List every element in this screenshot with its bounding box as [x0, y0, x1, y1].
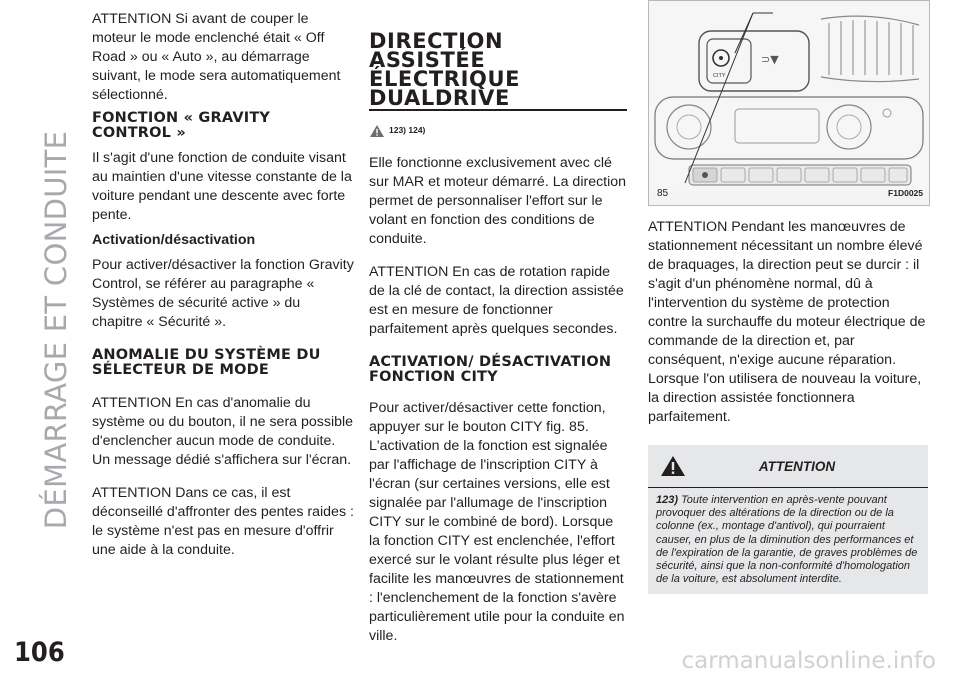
warning-text: Toute intervention en après-vente pouvant provoquer des altérations de la direction ou de la colonne (ex., montage d'antivol), qui pourraient causer, en plus de la diminution des performances et de l'expiration de la garantie, de graves problèmes de sécurité, ainsi que la non-conformité d'homologation de la voiture, est absolument interdite. — [656, 494, 918, 586]
column-left — [92, 10, 354, 566]
heading-direction-line: ASSISTÉE — [369, 48, 486, 72]
paragraph: Pour activer/désactiver cette fonction, appuyer sur le bouton CITY fig. 85. L'activation de la fonction est signalée par l'affichage de l'inscription CITY à l'écran (sur certaines versions, elle est signalée par l'allumage de l'inscription CITY sur le combiné de bord). Lorsque la fonction CITY est enclenchée, l'effort exercé sur le volant résulte plus léger et facilite les manœuvres de stationnement : l'enclenchement de la fonction s'avère particulièrement utile pour la conduite en ville. — [369, 400, 625, 644]
warning-triangle-icon — [660, 455, 686, 477]
dashboard-illustration — [649, 1, 929, 191]
figure-number: 85 — [657, 188, 669, 199]
warning-reference: 123) — [656, 494, 679, 506]
paragraph: Elle fonctionne exclusivement avec clé sur MAR et moteur démarré. La direction permet de personnaliser l'effort sur le volant en fonction des conditions de conduite. — [369, 155, 627, 247]
page-number: 106 — [14, 637, 65, 668]
heading-direction-line: DIRECTION — [369, 29, 504, 53]
svg-text:⊃▼: ⊃▼ — [761, 53, 779, 66]
references-text: 123) 124) — [389, 125, 426, 135]
figure-code: F1D0025 — [888, 188, 923, 198]
heading-gravity-control: FONCTION « GRAVITY CONTROL » — [92, 110, 271, 141]
heading-direction-block — [369, 29, 627, 111]
heading-direction-line: DUALDRIVE — [369, 86, 510, 110]
chapter-side-title: DÉMARRAGE ET CONDUITE — [39, 130, 73, 530]
heading-city: ACTIVATION/ DÉSACTIVATION FONCTION CITY — [369, 354, 612, 385]
heading-activation: Activation/désactivation — [92, 232, 256, 248]
paragraph: ATTENTION Si avant de couper le moteur le mode enclenché était « Off Road » ou « Auto », au démarrage suivant, le mode sera automatiquement sélectionné. — [92, 11, 341, 103]
heading-anomalie: ANOMALIE DU SYSTÈME DU SÉLECTEUR DE MODE — [92, 347, 321, 378]
paragraph: Pour activer/désactiver la fonction Gravity Control, se référer au paragraphe « Systèmes de sécurité active » du chapitre « Sécurité ». — [92, 257, 354, 330]
warning-box — [648, 445, 928, 594]
warning-body — [648, 487, 928, 594]
paragraph: ATTENTION Pendant les manœuvres de stationnement nécessitant un nombre élevé de braquages, la direction peut se durcir : il s'agit d'un phénomène normal, dû à l'intervention du système de protection contre la surchauffe du moteur électrique de commande de la direction et, par conséquent, n'exige aucune réparation. Lorsque l'on utilisera de nouveau la voiture, la direction assistée fonctionnera parfaitement. — [648, 219, 926, 425]
warning-triangle-icon — [369, 124, 385, 138]
watermark: carmanualsonline.info — [681, 648, 936, 674]
heading-direction-line: ÉLECTRIQUE — [369, 67, 521, 91]
paragraph: ATTENTION Dans ce cas, il est déconseillé d'affronter des pentes raides : le système n'est pas en mesure d'offrir une aide à la conduite. — [92, 485, 354, 558]
city-button-label: CITY — [713, 73, 726, 79]
note-references — [369, 121, 627, 140]
paragraph: Il s'agit d'une fonction de conduite visant au maintien d'une vitesse constante de la voiture pendant une descente avec forte pente. — [92, 150, 352, 223]
paragraph: ATTENTION En cas de rotation rapide de la clé de contact, la direction assistée est en mesure de fonctionner parfaitement après quelques secondes. — [369, 264, 624, 337]
column-middle — [369, 10, 627, 652]
warning-title: ATTENTION — [758, 458, 836, 474]
warning-header — [648, 445, 928, 487]
figure-85 — [648, 0, 930, 206]
column-right — [648, 10, 928, 594]
paragraph: ATTENTION En cas d'anomalie du système ou du bouton, il ne sera possible d'enclencher aucun mode de conduite. Un message dédié s'affichera sur l'écran. — [92, 395, 354, 468]
